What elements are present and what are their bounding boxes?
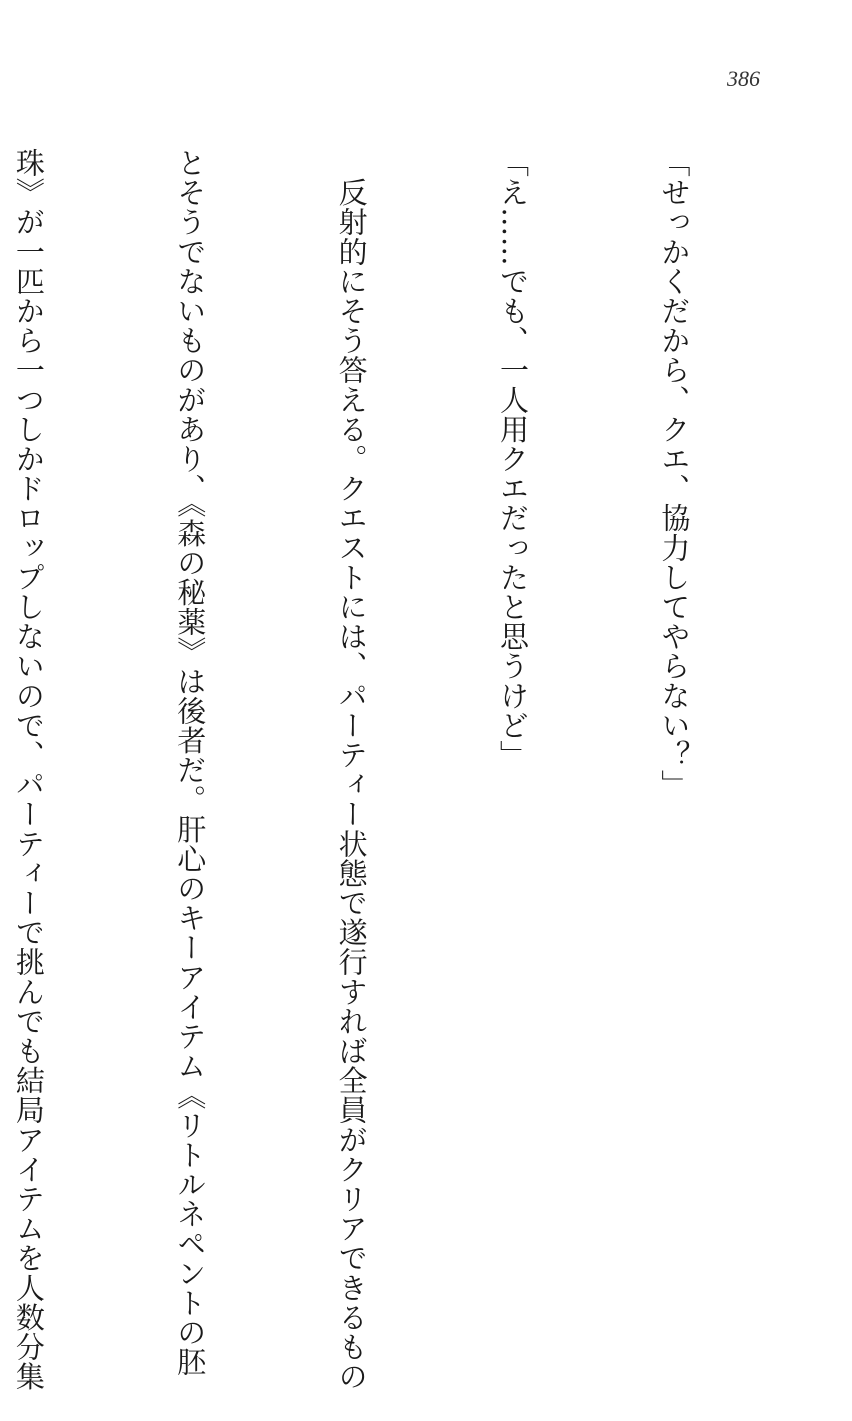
text-line: 「せっかくだから、クエ、協力してやらない？」: [657, 148, 692, 800]
text-line: 反射的にそう答える。クエストには、パーティー状態で遂行すれば全員がクリアできるもの: [334, 148, 369, 1392]
text-line: とそうでないものがあり、《森の秘薬》は後者だ。肝心のキーアイテム《リトルネペントの胚: [173, 148, 208, 1377]
page-number: 386: [727, 66, 760, 91]
text-line: 「え……でも、一人用クエだったと思うけど」: [496, 148, 531, 770]
text-line: 珠》が一匹から一つしかドロップしないので、パーティーで挑んでも結局アイテムを人数分集: [11, 148, 46, 1392]
novel-text-body: [0, 148, 808, 1392]
